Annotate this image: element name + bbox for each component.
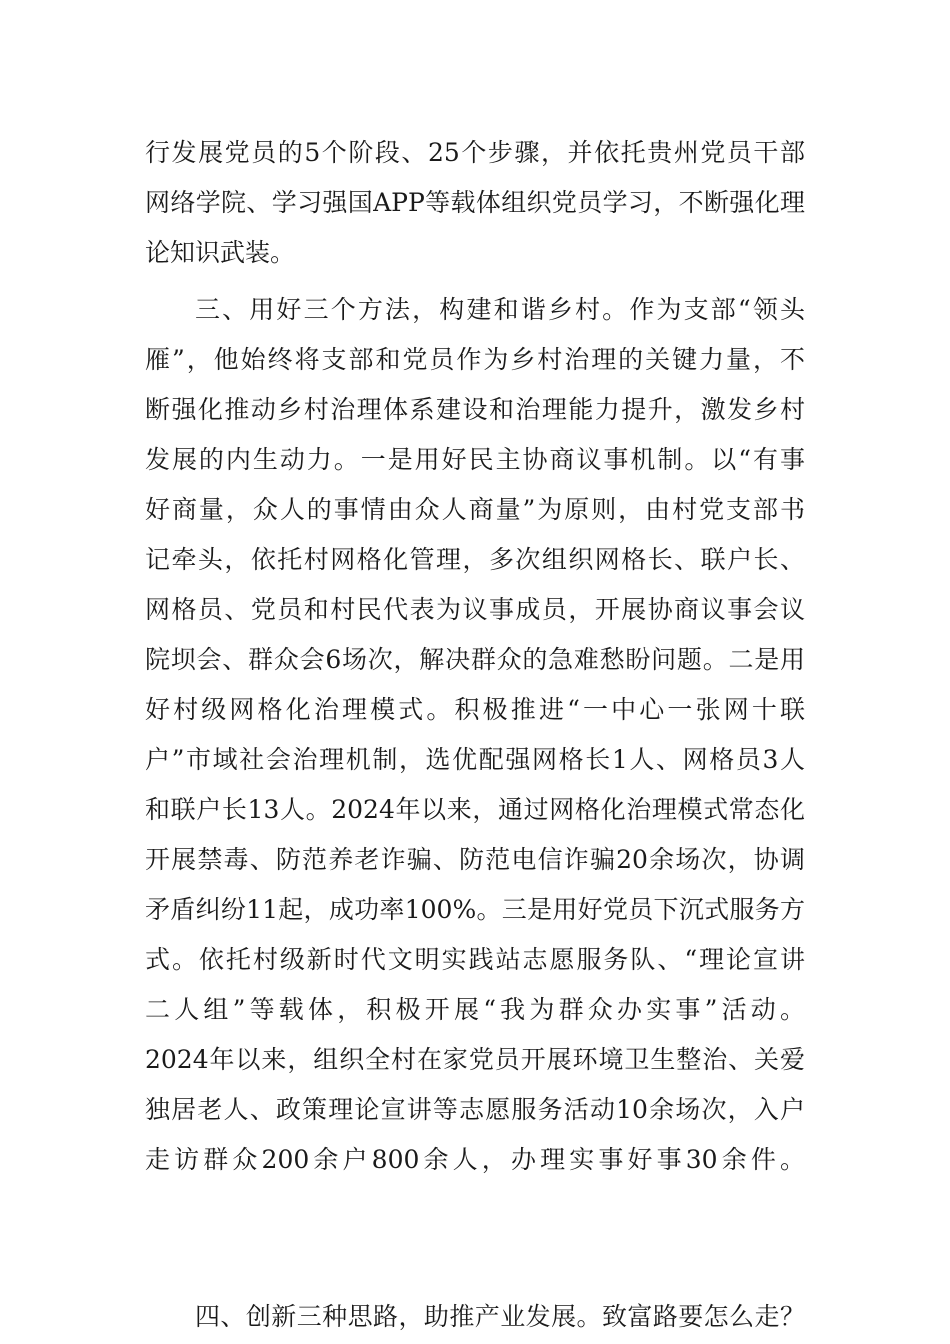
- paragraph-line: [145, 1235, 805, 1285]
- paragraph-line: 行发展党员的5个阶段、25个步骤，并依托贵州党员干部: [145, 138, 805, 167]
- paragraph-2: [145, 285, 805, 1285]
- paragraph-1: [145, 128, 805, 278]
- paragraph-line: 好商量，众人的事情由众人商量”为原则，由村党支部书: [145, 495, 805, 524]
- paragraph-line: 矛盾纠纷11起，成功率100%。三是用好党员下沉式服务方: [145, 895, 805, 924]
- paragraph-line: 和联户长13人。2024年以来，通过网格化治理模式常态化: [145, 795, 805, 824]
- paragraph-line: 网络学院、学习强国APP等载体组织党员学习，不断强化理: [145, 188, 805, 217]
- paragraph-line: 四、创新三种思路，助推产业发展。致富路要怎么走？: [195, 1302, 805, 1331]
- paragraph-line: 雁”，他始终将支部和党员作为乡村治理的关键力量，不: [145, 345, 805, 374]
- paragraph-line: 二人组”等载体，积极开展“我为群众办实事”活动。: [145, 995, 805, 1024]
- paragraph-line: 好村级网格化治理模式。积极推进“一中心一张网十联: [145, 695, 805, 724]
- paragraph-line: 开展禁毒、防范养老诈骗、防范电信诈骗20余场次，协调: [145, 845, 805, 874]
- document-body: [145, 128, 805, 1342]
- paragraph-line: 院坝会、群众会6场次，解决群众的急难愁盼问题。二是用: [145, 645, 805, 674]
- paragraph-line: 论知识武装。: [145, 238, 296, 267]
- paragraph-line: [145, 1185, 805, 1235]
- paragraph-3: [145, 1292, 805, 1342]
- paragraph-line: 发展的内生动力。一是用好民主协商议事机制。以“有事: [145, 445, 805, 474]
- paragraph-line: 户”市域社会治理机制，选优配强网格长1人、网格员3人: [145, 745, 805, 774]
- paragraph-line: 独居老人、政策理论宣讲等志愿服务活动10余场次，入户: [145, 1095, 805, 1124]
- paragraph-line: 三、用好三个方法，构建和谐乡村。作为支部“领头: [195, 295, 805, 324]
- paragraph-line: 2024年以来，组织全村在家党员开展环境卫生整治、关爱: [145, 1045, 805, 1074]
- paragraph-line: 记牵头，依托村网格化管理，多次组织网格长、联户长、: [145, 545, 805, 574]
- paragraph-line: 断强化推动乡村治理体系建设和治理能力提升，激发乡村: [145, 395, 805, 424]
- paragraph-line: 走访群众200余户800余人，办理实事好事30余件。: [145, 1145, 805, 1174]
- paragraph-line: 式。依托村级新时代文明实践站志愿服务队、“理论宣讲: [145, 945, 805, 974]
- paragraph-line: 网格员、党员和村民代表为议事成员，开展协商议事会议: [145, 595, 805, 624]
